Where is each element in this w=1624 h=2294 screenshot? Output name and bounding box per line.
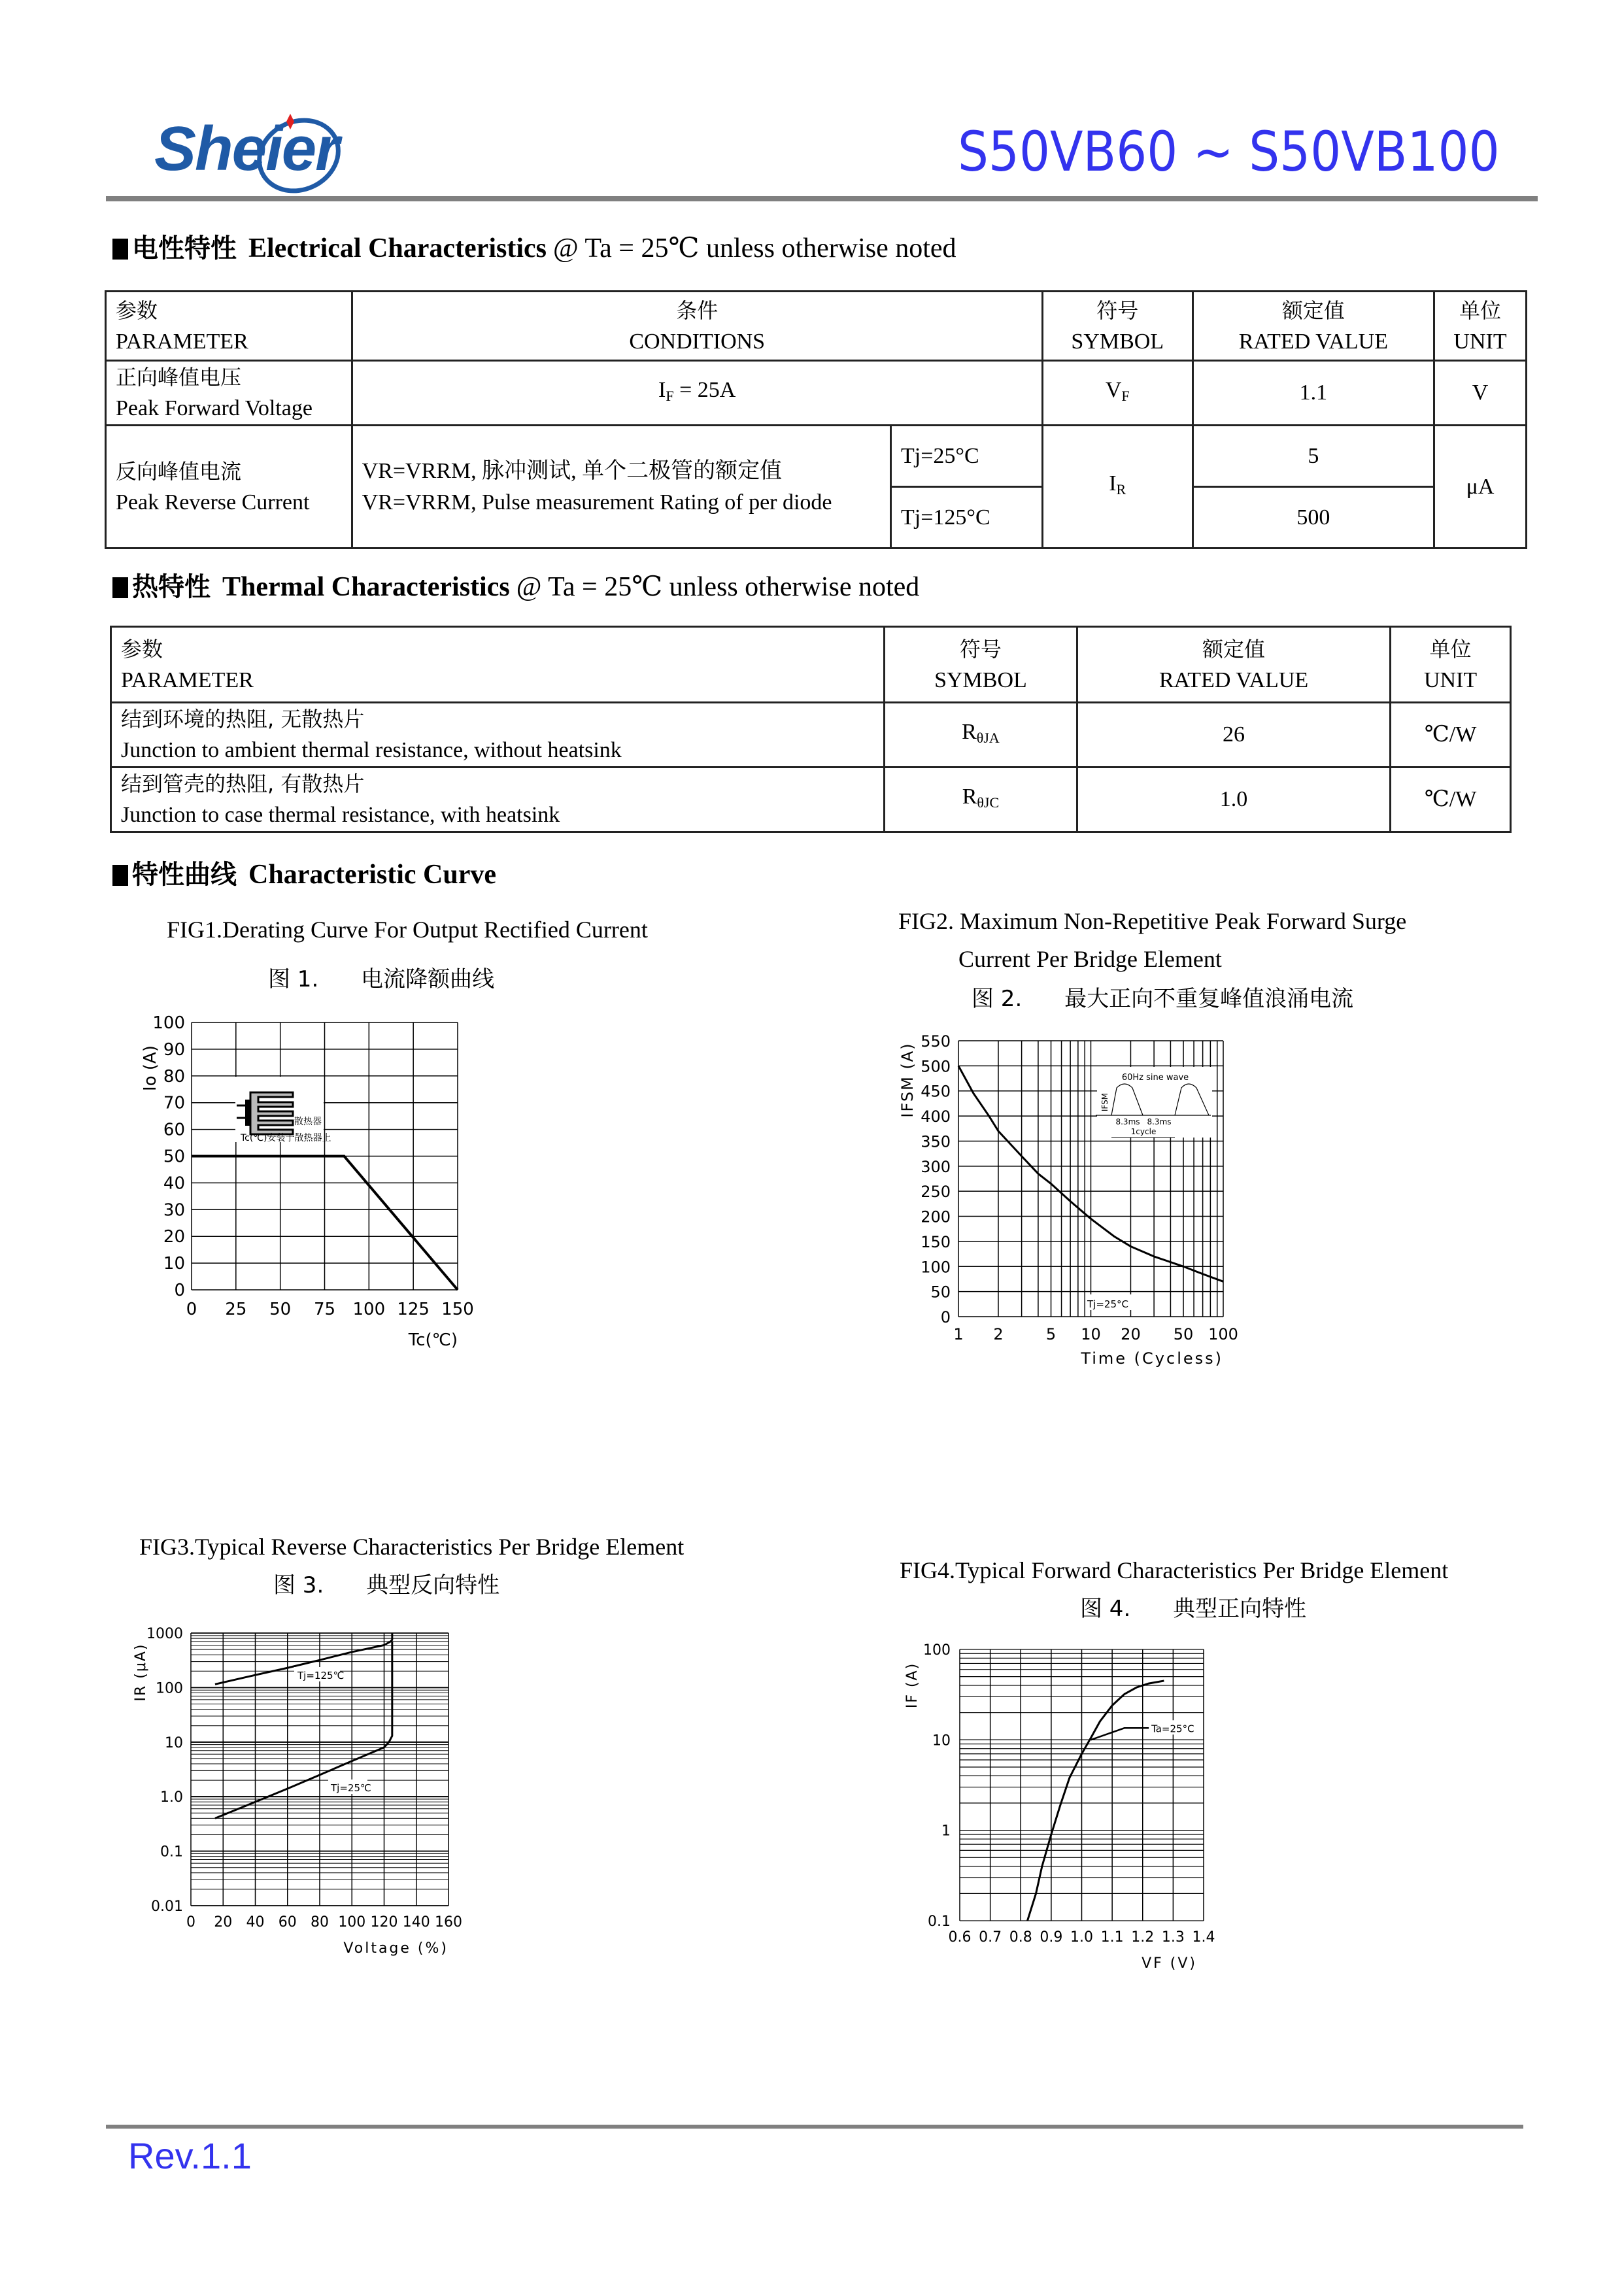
svg-text:8.3ms: 8.3ms: [1147, 1117, 1172, 1126]
symbol-cell: $R_{\theta JC}$: [885, 767, 1077, 832]
bullet-square-icon: [112, 577, 128, 598]
svg-text:0.9: 0.9: [1040, 1929, 1063, 1946]
fig4-title-cn: 图 4. 典型正向特性: [1080, 1596, 1307, 1622]
svg-text:50: 50: [930, 1283, 951, 1302]
svg-text:100: 100: [152, 1013, 185, 1033]
svg-text:Voltage (%): Voltage (%): [343, 1940, 448, 1957]
svg-text:300: 300: [921, 1157, 951, 1176]
svg-text:40: 40: [246, 1914, 265, 1931]
svg-text:1.0: 1.0: [1070, 1929, 1093, 1946]
svg-text:1000: 1000: [146, 1626, 183, 1642]
svg-text:2: 2: [993, 1325, 1004, 1343]
unit-cell: ℃/W: [1391, 703, 1511, 767]
svg-text:8.3ms: 8.3ms: [1115, 1117, 1140, 1126]
svg-text:30: 30: [163, 1200, 185, 1221]
sheier-logo: [152, 110, 387, 188]
svg-text:1cycle: 1cycle: [1130, 1127, 1157, 1136]
svg-text:Tc(℃)安装于散热器上: Tc(℃)安装于散热器上: [241, 1133, 331, 1143]
table-row: 结到管壳的热阻, 有散热片 Junction to case thermal resistance, with heatsink $R_{\theta JC}$ 1.0 ℃/W: [111, 767, 1511, 832]
svg-text:10: 10: [165, 1734, 183, 1751]
fig2-surge-chart: [889, 1020, 1412, 1513]
svg-text:Ta=25°C: Ta=25°C: [1151, 1723, 1194, 1735]
svg-text:250: 250: [921, 1183, 951, 1202]
svg-text:1.0: 1.0: [160, 1789, 183, 1806]
condition-cell: VR=VRRM, 脉冲测试, 单个二极管的额定值 VR=VRRM, Pulse measurement Rating of per diode: [352, 426, 890, 548]
svg-text:0: 0: [940, 1308, 951, 1326]
svg-text:140: 140: [402, 1914, 430, 1931]
svg-text:1.1: 1.1: [1100, 1929, 1124, 1946]
fig3-title: FIG3.Typical Reverse Characteristics Per Bridge Element: [139, 1534, 685, 1560]
svg-text:20: 20: [1121, 1325, 1141, 1343]
svg-text:Io (A): Io (A): [141, 1045, 160, 1091]
curves-heading: 特性曲线 Characteristic Curve: [112, 856, 496, 893]
svg-text:450: 450: [921, 1082, 951, 1101]
fig2-title-cn: 图 2. 最大正向不重复峰值浪涌电流: [972, 986, 1354, 1012]
fig1-derating-chart: [131, 1000, 654, 1513]
header-divider: [106, 196, 1538, 201]
table-row: 正向峰值电压 Peak Forward Voltage $I_F = 25A$ $V_F$ 1.1 V: [106, 361, 1527, 426]
svg-text:100: 100: [923, 1642, 951, 1659]
fig1-title: FIG1.Derating Curve For Output Rectified Current: [167, 917, 648, 943]
svg-text:1.4: 1.4: [1192, 1929, 1215, 1946]
thermal-table: [110, 626, 1512, 833]
fig1-title-cn: 图 1. 电流降额曲线: [268, 966, 495, 992]
unit-cell: V: [1434, 361, 1527, 426]
svg-text:IF (A): IF (A): [904, 1662, 921, 1709]
bullet-square-icon: [112, 239, 128, 260]
svg-text:350: 350: [921, 1132, 951, 1151]
svg-text:160: 160: [435, 1914, 462, 1931]
electrical-table: [105, 290, 1527, 549]
svg-text:60: 60: [278, 1914, 297, 1931]
svg-text:150: 150: [921, 1232, 951, 1251]
svg-text:100: 100: [338, 1914, 366, 1931]
svg-text:Time (Cycless): Time (Cycless): [1081, 1349, 1223, 1368]
svg-text:1: 1: [941, 1823, 951, 1840]
svg-text:1.3: 1.3: [1161, 1929, 1185, 1946]
svg-text:50: 50: [269, 1300, 292, 1319]
svg-text:1: 1: [953, 1325, 964, 1343]
svg-text:5: 5: [1045, 1325, 1057, 1343]
svg-text:550: 550: [921, 1032, 951, 1051]
svg-text:IFSM: IFSM: [1100, 1092, 1109, 1112]
svg-text:100: 100: [1208, 1325, 1238, 1343]
fig3-reverse-chart: [124, 1615, 660, 2115]
svg-text:100: 100: [352, 1300, 386, 1319]
electrical-heading: 电性特性 Electrical Characteristics @ Ta = 25℃ unless otherwise noted: [112, 230, 956, 267]
fig3-title-cn: 图 3. 典型反向特性: [273, 1572, 500, 1598]
svg-text:IR (μA): IR (μA): [133, 1643, 149, 1702]
part-number-title: S50VB60 ~ S50VB100: [958, 120, 1500, 184]
svg-text:60: 60: [163, 1120, 185, 1140]
value-cell: 5: [1193, 426, 1434, 487]
value-cell: 500: [1193, 487, 1434, 548]
unit-cell: μA: [1434, 426, 1527, 548]
svg-text:150: 150: [441, 1300, 474, 1319]
svg-text:0.01: 0.01: [151, 1898, 183, 1915]
thermal-heading: 热特性 Thermal Characteristics @ Ta = 25℃ unless otherwise noted: [112, 569, 919, 605]
value-cell: 1.1: [1193, 361, 1434, 426]
symbol-cell: $V_F$: [1042, 361, 1193, 426]
svg-text:Tc(℃): Tc(℃): [408, 1330, 458, 1350]
logo-text: Sheier: [154, 114, 339, 184]
svg-text:IFSM (A): IFSM (A): [898, 1042, 917, 1118]
svg-text:散热器: 散热器: [294, 1117, 322, 1127]
condition-cell: $I_F = 25A$: [352, 361, 1042, 426]
fig2-title: FIG2. Maximum Non-Repetitive Peak Forward Surge: [898, 908, 1407, 934]
value-cell: 26: [1077, 703, 1390, 767]
table-row: 反向峰值电流 Peak Reverse Current VR=VRRM, 脉冲测试, 单个二极管的额定值 VR=VRRM, Pulse measurement Rating of per diode Tj=25°C $I_R$ 5 μA: [106, 426, 1527, 487]
sub-condition-cell: Tj=125°C: [890, 487, 1042, 548]
svg-text:125: 125: [397, 1300, 430, 1319]
svg-text:400: 400: [921, 1107, 951, 1126]
svg-text:100: 100: [156, 1680, 183, 1697]
value-cell: 1.0: [1077, 767, 1390, 832]
svg-text:10: 10: [163, 1254, 185, 1274]
svg-text:80: 80: [163, 1066, 185, 1087]
svg-text:0.1: 0.1: [928, 1914, 951, 1930]
svg-text:Tj=25℃: Tj=25℃: [331, 1782, 371, 1794]
svg-text:200: 200: [921, 1207, 951, 1226]
table-row: 结到环境的热阻, 无散热片 Junction to ambient thermal resistance, without heatsink $R_{\theta JA}$ 26 ℃/W: [111, 703, 1511, 767]
svg-text:75: 75: [313, 1300, 336, 1319]
svg-text:20: 20: [214, 1914, 233, 1931]
revision-label: Rev.1.1: [128, 2135, 252, 2176]
fig2-title-line2: Current Per Bridge Element: [958, 946, 1222, 972]
svg-text:20: 20: [163, 1227, 185, 1247]
svg-text:10: 10: [932, 1732, 951, 1749]
svg-text:Tj=125℃: Tj=125℃: [297, 1670, 345, 1681]
sine-wave-inset-icon: [1096, 1067, 1212, 1138]
svg-text:70: 70: [163, 1093, 185, 1113]
svg-text:100: 100: [921, 1258, 951, 1277]
svg-text:40: 40: [163, 1173, 185, 1194]
svg-text:0.1: 0.1: [160, 1844, 183, 1861]
svg-text:90: 90: [163, 1039, 185, 1060]
bullet-square-icon: [112, 865, 128, 886]
symbol-cell: $I_R$: [1042, 426, 1193, 548]
table-header-row: 参数 PARAMETER 条件 CONDITIONS 符号 SYMBOL 额定值 RATED VALUE 单位 UNIT: [106, 292, 1527, 361]
footer-divider: [106, 2125, 1523, 2129]
svg-text:0: 0: [186, 1300, 197, 1319]
svg-text:50: 50: [1173, 1325, 1194, 1343]
symbol-cell: $R_{\theta JA}$: [885, 703, 1077, 767]
svg-text:500: 500: [921, 1057, 951, 1076]
fig4-forward-chart: [889, 1628, 1445, 2121]
svg-text:Tj=25°C: Tj=25°C: [1087, 1298, 1128, 1310]
table-header-row: 参数 PARAMETER 符号 SYMBOL 额定值 RATED VALUE 单位 UNIT: [111, 627, 1511, 703]
svg-text:VF (V): VF (V): [1142, 1955, 1197, 1972]
svg-text:10: 10: [1081, 1325, 1101, 1343]
svg-text:80: 80: [311, 1914, 329, 1931]
svg-text:25: 25: [225, 1300, 247, 1319]
fig4-title: FIG4.Typical Forward Characteristics Per Bridge Element: [900, 1557, 1449, 1583]
unit-cell: ℃/W: [1391, 767, 1511, 832]
svg-text:60Hz sine wave: 60Hz sine wave: [1121, 1073, 1189, 1083]
svg-text:1.2: 1.2: [1131, 1929, 1155, 1946]
svg-text:0.8: 0.8: [1009, 1929, 1032, 1946]
svg-text:0: 0: [174, 1281, 185, 1300]
svg-text:0.7: 0.7: [979, 1929, 1002, 1946]
sub-condition-cell: Tj=25°C: [890, 426, 1042, 487]
svg-text:50: 50: [163, 1147, 185, 1167]
svg-text:120: 120: [370, 1914, 398, 1931]
svg-text:0.6: 0.6: [948, 1929, 972, 1946]
svg-text:0: 0: [186, 1914, 195, 1931]
